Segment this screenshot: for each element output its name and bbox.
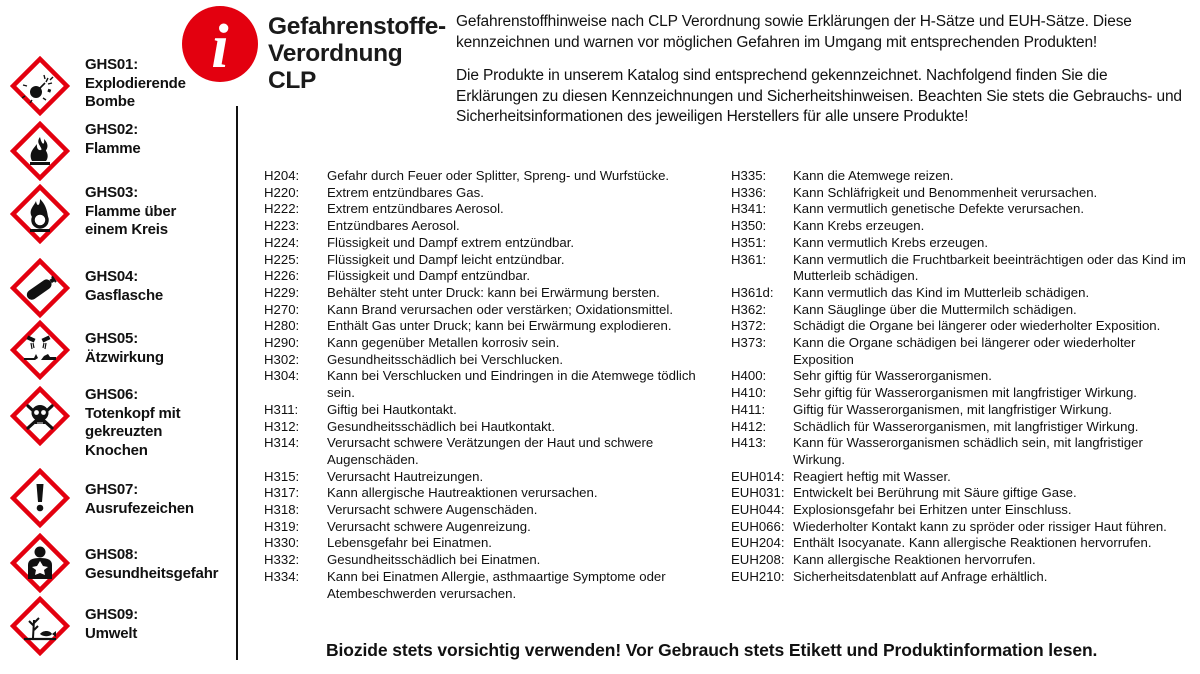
ghs09-label (85, 606, 235, 643)
statement-code: H315: (264, 468, 300, 484)
ghs08-label (85, 546, 235, 583)
hazard-statement-row (264, 302, 724, 319)
hazard-statement-row (264, 252, 724, 269)
ghs07-item (10, 468, 235, 528)
statement-text: Reagiert heftig mit Wasser. (793, 468, 951, 484)
statement-text: Verursacht schwere Augenschäden. (327, 502, 538, 518)
statement-code: H361: (731, 251, 767, 267)
statement-text: Giftig für Wasserorganismen, mit langfristiger Wirkung. (793, 401, 1113, 417)
statement-code: H361d: (731, 284, 774, 300)
hazard-statement-row (264, 552, 724, 569)
statement-text: Gesundheitsschädlich bei Verschlucken. (327, 351, 564, 367)
hazard-statement-row (264, 485, 724, 502)
ghs06-item (10, 386, 235, 459)
ghs-code: GHS03: (85, 184, 138, 201)
title-line: Verordnung (268, 40, 403, 67)
hazard-statement-row (264, 535, 724, 552)
statement-code: EUH210: (731, 568, 785, 584)
statement-text: Kann Krebs erzeugen. (793, 218, 925, 234)
statement-code: H350: (731, 218, 767, 234)
hazard-statement-row (264, 235, 724, 252)
statement-code: H351: (731, 234, 767, 250)
ghs-code: GHS06: (85, 386, 138, 403)
ghs-label-line: Umwelt (85, 624, 138, 642)
hazard-statement-row (731, 185, 1191, 202)
ghs02-label (85, 121, 235, 158)
hazard-statement-row (731, 535, 1191, 552)
hazard-statement-row (731, 285, 1191, 302)
statement-code: EUH208: (731, 552, 785, 568)
hazard-statement-row (731, 168, 1191, 185)
ghs05-label (85, 330, 235, 367)
statement-code: H311: (264, 401, 299, 417)
hazard-statement-row (731, 385, 1191, 402)
statement-code: H204: (264, 168, 300, 183)
ghs-label-line: Flamme (85, 139, 141, 157)
environment-icon (10, 596, 70, 656)
hazard-statement-row (731, 402, 1191, 419)
ghs04-item (10, 258, 235, 318)
statement-text: Kann bei Verschlucken und Eindringen in die Atemwege tödlich sein. (327, 368, 696, 401)
statement-code: H222: (264, 201, 300, 217)
svg-text:i: i (211, 13, 229, 81)
statement-code: H270: (264, 301, 300, 317)
statement-text: Flüssigkeit und Dampf leicht entzündbar. (327, 251, 565, 267)
health-hazard-icon (10, 533, 70, 593)
ghs-code: GHS08: (85, 546, 138, 563)
hazard-statement-row (731, 218, 1191, 235)
hazard-statement-row (264, 168, 724, 185)
exclamation-mark-icon (10, 468, 70, 528)
statement-text: Kann vermutlich Krebs erzeugen. (793, 234, 988, 250)
statement-text: Gefahr durch Feuer oder Splitter, Spreng- und Wurfstücke. (327, 168, 670, 183)
statement-text: Extrem entzündbares Gas. (327, 184, 484, 200)
hazard-statement-row (264, 335, 724, 352)
skull-crossbones-icon (10, 386, 70, 446)
ghs04-label (85, 268, 235, 305)
info-icon (181, 5, 259, 83)
statement-code: H304: (264, 368, 300, 384)
hazard-statement-row (731, 485, 1191, 502)
ghs-label-line: Ätzwirkung (85, 348, 164, 366)
ghs07-label (85, 481, 235, 518)
ghs-label-line: Totenkopf mit (85, 404, 181, 422)
ghs02-item (10, 121, 235, 181)
hazard-statement-row (731, 502, 1191, 519)
hazard-statement-row (264, 469, 724, 486)
statement-text: Sehr giftig für Wasserorganismen. (793, 368, 992, 384)
statement-text: Kann vermutlich das Kind im Mutterleib schädigen. (793, 284, 1090, 300)
hazard-statement-row (264, 368, 724, 401)
hazard-statements-right (731, 168, 1191, 586)
statement-code: H290: (264, 335, 300, 351)
exploding-bomb-icon (10, 56, 70, 116)
statement-code: H223: (264, 218, 300, 234)
ghs03-item (10, 184, 235, 244)
statement-text: Entzündbares Aerosol. (327, 218, 460, 234)
hazard-statement-row (731, 419, 1191, 436)
ghs05-item (10, 320, 235, 380)
statement-text: Gesundheitsschädlich bei Hautkontakt. (327, 418, 555, 434)
statement-code: H400: (731, 368, 767, 384)
hazard-statement-row (264, 268, 724, 285)
statement-text: Gesundheitsschädlich bei Einatmen. (327, 552, 541, 568)
hazard-statement-row (731, 318, 1191, 335)
hazard-statement-row (264, 502, 724, 519)
hazard-statement-row (731, 368, 1191, 385)
statement-code: EUH044: (731, 502, 785, 518)
statement-text: Explosionsgefahr bei Erhitzen unter Einschluss. (793, 502, 1072, 518)
hazard-statements-left (264, 168, 724, 602)
statement-code: H302: (264, 351, 300, 367)
title-line: CLP (268, 67, 317, 94)
statement-text: Kann allergische Reaktionen hervorrufen. (793, 552, 1036, 568)
gas-cylinder-icon (10, 258, 70, 318)
statement-code: H362: (731, 301, 767, 317)
flame-icon (10, 121, 70, 181)
hazard-statement-row (264, 201, 724, 218)
statement-code: H314: (264, 435, 300, 451)
statement-text: Giftig bei Hautkontakt. (327, 401, 457, 417)
statement-text: Wiederholter Kontakt kann zu spröder oder rissiger Haut führen. (793, 518, 1167, 534)
ghs-label-line: gekreuzten (85, 423, 163, 440)
statement-text: Enthält Gas unter Druck; kann bei Erwärmung explodieren. (327, 318, 672, 334)
ghs06-label (85, 386, 235, 460)
statement-code: H318: (264, 502, 300, 518)
hazard-statement-row (731, 569, 1191, 586)
statement-text: Lebensgefahr bei Einatmen. (327, 535, 492, 551)
statement-text: Verursacht Hautreizungen. (327, 468, 484, 484)
statement-code: H319: (264, 518, 300, 534)
statement-text: Kann für Wasserorganismen schädlich sein, mit langfristiger Wirkung. (793, 435, 1143, 467)
hazard-statement-row (264, 419, 724, 436)
hazard-statement-row (731, 552, 1191, 569)
statement-code: EUH031: (731, 485, 785, 501)
ghs09-item (10, 596, 235, 656)
statement-text: Kann die Atemwege reizen. (793, 168, 954, 183)
statement-text: Kann Säuglinge über die Muttermilch schädigen. (793, 301, 1077, 317)
statement-code: EUH204: (731, 535, 785, 551)
hazard-statement-row (264, 185, 724, 202)
statement-code: H280: (264, 318, 300, 334)
hazard-statement-row (264, 318, 724, 335)
statement-code: H336: (731, 184, 767, 200)
statement-code: H332: (264, 552, 300, 568)
statement-text: Flüssigkeit und Dampf extrem entzündbar. (327, 234, 575, 250)
statement-code: H413: (731, 435, 767, 451)
statement-text: Behälter steht unter Druck: kann bei Erwärmung bersten. (327, 284, 660, 300)
statement-code: H373: (731, 335, 767, 351)
hazard-statement-row (264, 285, 724, 302)
ghs03-label (85, 184, 235, 240)
statement-code: EUH066: (731, 518, 785, 534)
statement-code: H225: (264, 251, 300, 267)
hazard-statement-row (731, 469, 1191, 486)
hazard-statement-row (731, 335, 1191, 368)
statement-code: H226: (264, 268, 300, 284)
hazard-statement-row (264, 435, 724, 468)
statement-code: H317: (264, 485, 300, 501)
hazard-statement-row (731, 252, 1191, 285)
statement-text: Sicherheitsdatenblatt auf Anfrage erhältlich. (793, 568, 1048, 584)
statement-text: Flüssigkeit und Dampf entzündbar. (327, 268, 531, 284)
title-line: Gefahrenstoffe- (268, 13, 446, 40)
statement-text: Kann die Organe schädigen bei längerer oder wiederholter Exposition (793, 335, 1136, 367)
ghs-code: GHS02: (85, 121, 138, 138)
statement-code: H229: (264, 284, 300, 300)
statement-code: H372: (731, 318, 767, 334)
ghs-label-line: Gesundheitsgefahr (85, 564, 219, 582)
statement-code: H334: (264, 568, 300, 584)
ghs08-item (10, 533, 235, 593)
footer-warning: Biozide stets vorsichtig verwenden! Vor Gebrauch stets Etikett und Produktinformation lesen. (326, 640, 1098, 660)
statement-code: H341: (731, 201, 767, 217)
hazard-statement-row (264, 402, 724, 419)
statement-text: Sehr giftig für Wasserorganismen mit langfristiger Wirkung. (793, 385, 1137, 401)
ghs-code: GHS01: (85, 56, 138, 73)
statement-text: Kann vermutlich genetische Defekte verursachen. (793, 201, 1085, 217)
statement-text: Kann allergische Hautreaktionen verursachen. (327, 485, 598, 501)
hazard-statement-row (264, 569, 724, 602)
ghs-label-line: Bombe (85, 93, 135, 110)
statement-code: H312: (264, 418, 300, 434)
statement-code: H335: (731, 168, 767, 183)
hazard-statement-row (264, 218, 724, 235)
intro-paragraph-1: Gefahrenstoffhinweise nach CLP Verordnung sowie Erklärungen der H-Sätze und EUH-Sätze. Diese kennzeichnen und warnen vor möglichen Gefahren im Umgang mit entsprechenden Produkten! (456, 13, 1132, 51)
ghs-label-line: Flamme über (85, 202, 177, 220)
hazard-statement-row (264, 352, 724, 369)
statement-text: Kann bei Einatmen Allergie, asthmaartige Symptome oder Atembeschwerden verursachen. (327, 568, 666, 601)
flame-over-circle-icon (10, 184, 70, 244)
hazard-statement-row (731, 201, 1191, 218)
ghs-code: GHS04: (85, 268, 138, 285)
statement-code: H330: (264, 535, 300, 551)
hazard-statement-row (731, 435, 1191, 468)
statement-code: H220: (264, 184, 300, 200)
statement-text: Enthält Isocyanate. Kann allergische Reaktionen hervorrufen. (793, 535, 1152, 551)
statement-text: Schädlich für Wasserorganismen, mit langfristiger Wirkung. (793, 418, 1139, 434)
statement-code: H412: (731, 418, 767, 434)
ghs-label-line: Knochen (85, 441, 148, 459)
ghs-code: GHS09: (85, 606, 138, 623)
statement-code: H410: (731, 385, 767, 401)
corrosion-icon (10, 320, 70, 380)
statement-text: Schädigt die Organe bei längerer oder wiederholter Exposition. (793, 318, 1161, 334)
statement-code: EUH014: (731, 468, 785, 484)
ghs-label-line: Gasflasche (85, 286, 164, 304)
ghs-label-line: Explodierende (85, 74, 186, 92)
ghs-label-line: Ausrufezeichen (85, 499, 194, 517)
intro-paragraph-2: Die Produkte in unserem Katalog sind entsprechend gekennzeichnet. Nachfolgend finden Sie die Erklärungen zu diesen Kennzeichnungen und Sicherheitshinweisen. Beachten Sie stets die Gebrauchs- und Sicherheitsinformationen des jeweiligen Herstellers für alle unsere Produkte! (456, 67, 1182, 125)
statement-text: Extrem entzündbares Aerosol. (327, 201, 504, 217)
statement-text: Kann vermutlich die Fruchtbarkeit beeinträchtigen oder das Kind im Mutterleib schädigen. (793, 251, 1186, 284)
statement-text: Entwickelt bei Berührung mit Säure giftige Gase. (793, 485, 1077, 501)
statement-code: H224: (264, 234, 300, 250)
hazard-statement-row (264, 519, 724, 536)
statement-text: Verursacht schwere Verätzungen der Haut und schwere Augenschäden. (327, 435, 654, 467)
statement-text: Kann Brand verursachen oder verstärken; Oxidationsmittel. (327, 301, 673, 317)
statement-text: Verursacht schwere Augenreizung. (327, 518, 531, 534)
ghs-label-line: einem Kreis (85, 221, 168, 238)
hazard-statement-row (731, 302, 1191, 319)
hazard-statement-row (731, 235, 1191, 252)
ghs-code: GHS07: (85, 481, 138, 498)
statement-text: Kann Schläfrigkeit und Benommenheit verursachen. (793, 184, 1098, 200)
page-title (268, 13, 458, 94)
statement-text: Kann gegenüber Metallen korrosiv sein. (327, 335, 560, 351)
hazard-statement-row (731, 519, 1191, 536)
ghs-code: GHS05: (85, 330, 138, 347)
statement-code: H411: (731, 401, 766, 417)
column-divider (236, 106, 238, 660)
